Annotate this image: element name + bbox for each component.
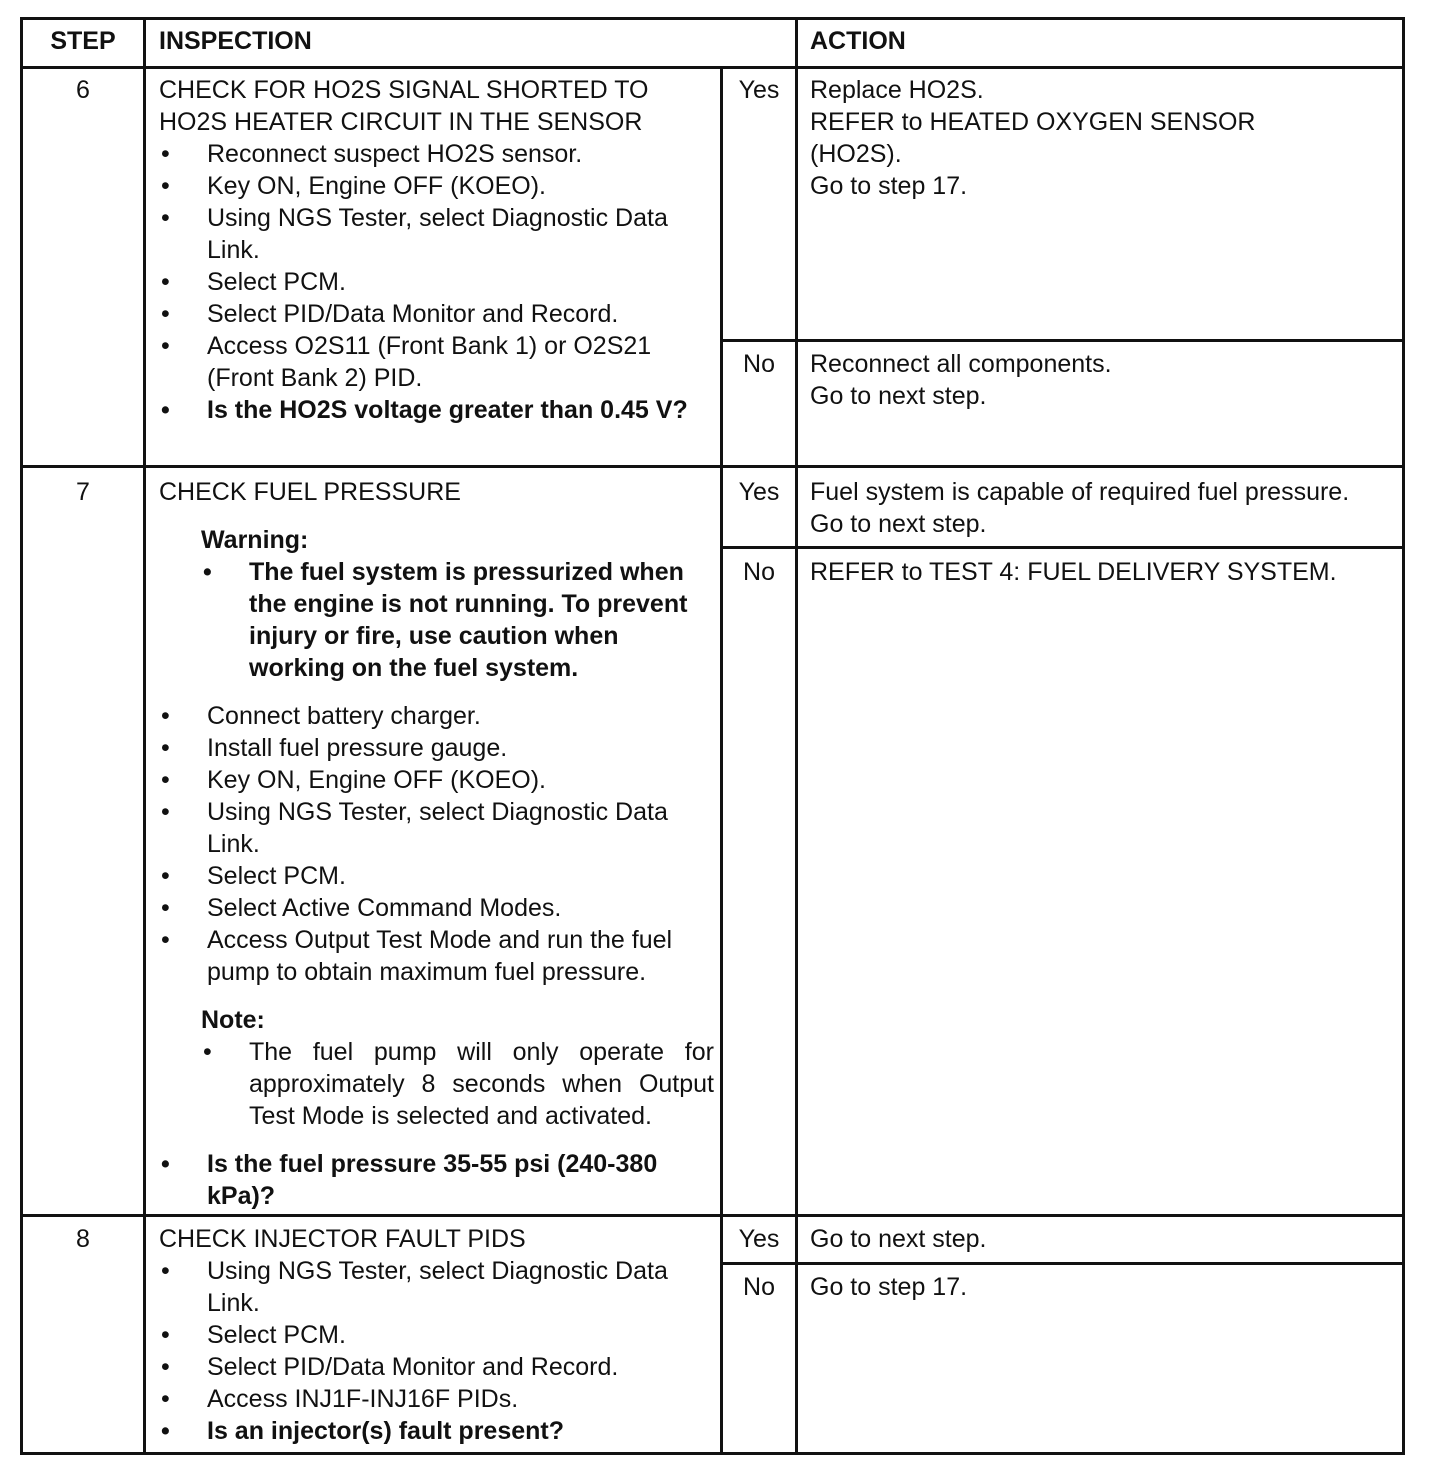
yes-label: Yes bbox=[738, 1225, 780, 1253]
spacer bbox=[159, 988, 714, 1004]
rule-action-col bbox=[795, 17, 798, 1455]
yes-action bbox=[810, 74, 1400, 202]
action-line: Go to step 17. bbox=[810, 172, 968, 200]
no-action bbox=[810, 556, 1400, 588]
inspection-question: • Is an injector(s) fault present? bbox=[159, 1415, 714, 1447]
action-line: REFER to HEATED OXYGEN SENSOR (HO2S). bbox=[810, 108, 1256, 168]
note-text: • The fuel pump will only operate for approximately 8 seconds when Output Test Mode is selected and activated. bbox=[201, 1036, 714, 1132]
no-label: No bbox=[743, 1273, 775, 1301]
rule-top bbox=[20, 17, 1405, 20]
action-line: Replace HO2S. bbox=[810, 76, 984, 104]
bullet-item: • Key ON, Engine OFF (KOEO). bbox=[159, 170, 714, 202]
inspection-bullet-list bbox=[159, 1255, 714, 1447]
action-line: Fuel system is capable of required fuel pressure. bbox=[810, 478, 1350, 506]
rule-row6-bottom bbox=[20, 465, 1405, 468]
bullet-item: • Connect battery charger. bbox=[159, 700, 714, 732]
inspection-question: • Is the HO2S voltage greater than 0.45 V? bbox=[159, 394, 714, 426]
rule-row6-split bbox=[720, 339, 1405, 342]
bullet-item: • Select PID/Data Monitor and Record. bbox=[159, 298, 714, 330]
question-list bbox=[159, 1148, 714, 1212]
inspection-cell-step-6 bbox=[159, 74, 714, 426]
rule-bottom bbox=[20, 1452, 1405, 1455]
bullet-item: • Select PID/Data Monitor and Record. bbox=[159, 1351, 714, 1383]
rule-row8-split bbox=[720, 1262, 1405, 1265]
inspection-title: CHECK FOR HO2S SIGNAL SHORTED TO bbox=[159, 76, 649, 104]
step-number: 6 bbox=[76, 76, 90, 104]
inspection-cell-step-8 bbox=[159, 1223, 714, 1447]
bullet-item: • Select PCM. bbox=[159, 860, 714, 892]
bullet-item: • Select Active Command Modes. bbox=[159, 892, 714, 924]
no-label: No bbox=[743, 558, 775, 586]
inspection-bullet-list bbox=[159, 700, 714, 988]
note-list bbox=[201, 1036, 714, 1132]
rule-header-bottom bbox=[20, 66, 1405, 69]
action-line: Go to next step. bbox=[810, 510, 987, 538]
step-number: 8 bbox=[76, 1225, 90, 1253]
warning-list bbox=[201, 556, 714, 684]
bullet-item: • Access INJ1F-INJ16F PIDs. bbox=[159, 1383, 714, 1415]
bullet-item: • Access Output Test Mode and run the fuel pump to obtain maximum fuel pressure. bbox=[159, 924, 714, 988]
action-line: REFER to TEST 4: FUEL DELIVERY SYSTEM. bbox=[810, 558, 1337, 586]
yes-action bbox=[810, 1223, 1400, 1255]
no-action bbox=[810, 1271, 1400, 1303]
inspection-question: • Is the fuel pressure 35-55 psi (240-380 kPa)? bbox=[159, 1148, 714, 1212]
warning-label: Warning: bbox=[201, 526, 309, 554]
action-line: Go to next step. bbox=[810, 382, 987, 410]
rule-right bbox=[1402, 17, 1405, 1455]
yes-action bbox=[810, 476, 1400, 540]
rule-row7-split bbox=[720, 546, 1405, 549]
spacer bbox=[159, 1132, 714, 1148]
header-step: STEP bbox=[50, 27, 116, 55]
inspection-title: HO2S HEATER CIRCUIT IN THE SENSOR bbox=[159, 108, 643, 136]
action-line: Go to step 17. bbox=[810, 1273, 968, 1301]
bullet-item: • Key ON, Engine OFF (KOEO). bbox=[159, 764, 714, 796]
no-action bbox=[810, 348, 1400, 412]
header-action: ACTION bbox=[810, 27, 906, 55]
spacer bbox=[159, 508, 714, 524]
note-label: Note: bbox=[201, 1006, 265, 1034]
bullet-item: • Using NGS Tester, select Diagnostic Data Link. bbox=[159, 1255, 714, 1319]
bullet-item: • Install fuel pressure gauge. bbox=[159, 732, 714, 764]
inspection-bullet-list bbox=[159, 138, 714, 426]
bullet-item: • Using NGS Tester, select Diagnostic Data Link. bbox=[159, 202, 714, 266]
yes-label: Yes bbox=[738, 478, 780, 506]
bullet-item: • Select PCM. bbox=[159, 266, 714, 298]
inspection-cell-step-7 bbox=[159, 476, 714, 1212]
inspection-title: CHECK INJECTOR FAULT PIDS bbox=[159, 1225, 526, 1253]
rule-step-col bbox=[143, 17, 146, 1455]
bullet-item: • Select PCM. bbox=[159, 1319, 714, 1351]
bullet-item: • Using NGS Tester, select Diagnostic Data Link. bbox=[159, 796, 714, 860]
inspection-title: CHECK FUEL PRESSURE bbox=[159, 478, 461, 506]
step-number: 7 bbox=[76, 478, 90, 506]
header-inspection: INSPECTION bbox=[159, 27, 312, 55]
action-line: Reconnect all components. bbox=[810, 350, 1112, 378]
bullet-item: • Reconnect suspect HO2S sensor. bbox=[159, 138, 714, 170]
action-line: Go to next step. bbox=[810, 1225, 987, 1253]
yes-label: Yes bbox=[738, 76, 780, 104]
bullet-item: • Access O2S11 (Front Bank 1) or O2S21 (Front Bank 2) PID. bbox=[159, 330, 714, 394]
warning-text: • The fuel system is pressurized when the engine is not running. To prevent injury or fire, use caution when working on the fuel system. bbox=[201, 556, 714, 684]
rule-row7-bottom bbox=[20, 1214, 1405, 1217]
no-label: No bbox=[743, 350, 775, 378]
spacer bbox=[159, 684, 714, 700]
